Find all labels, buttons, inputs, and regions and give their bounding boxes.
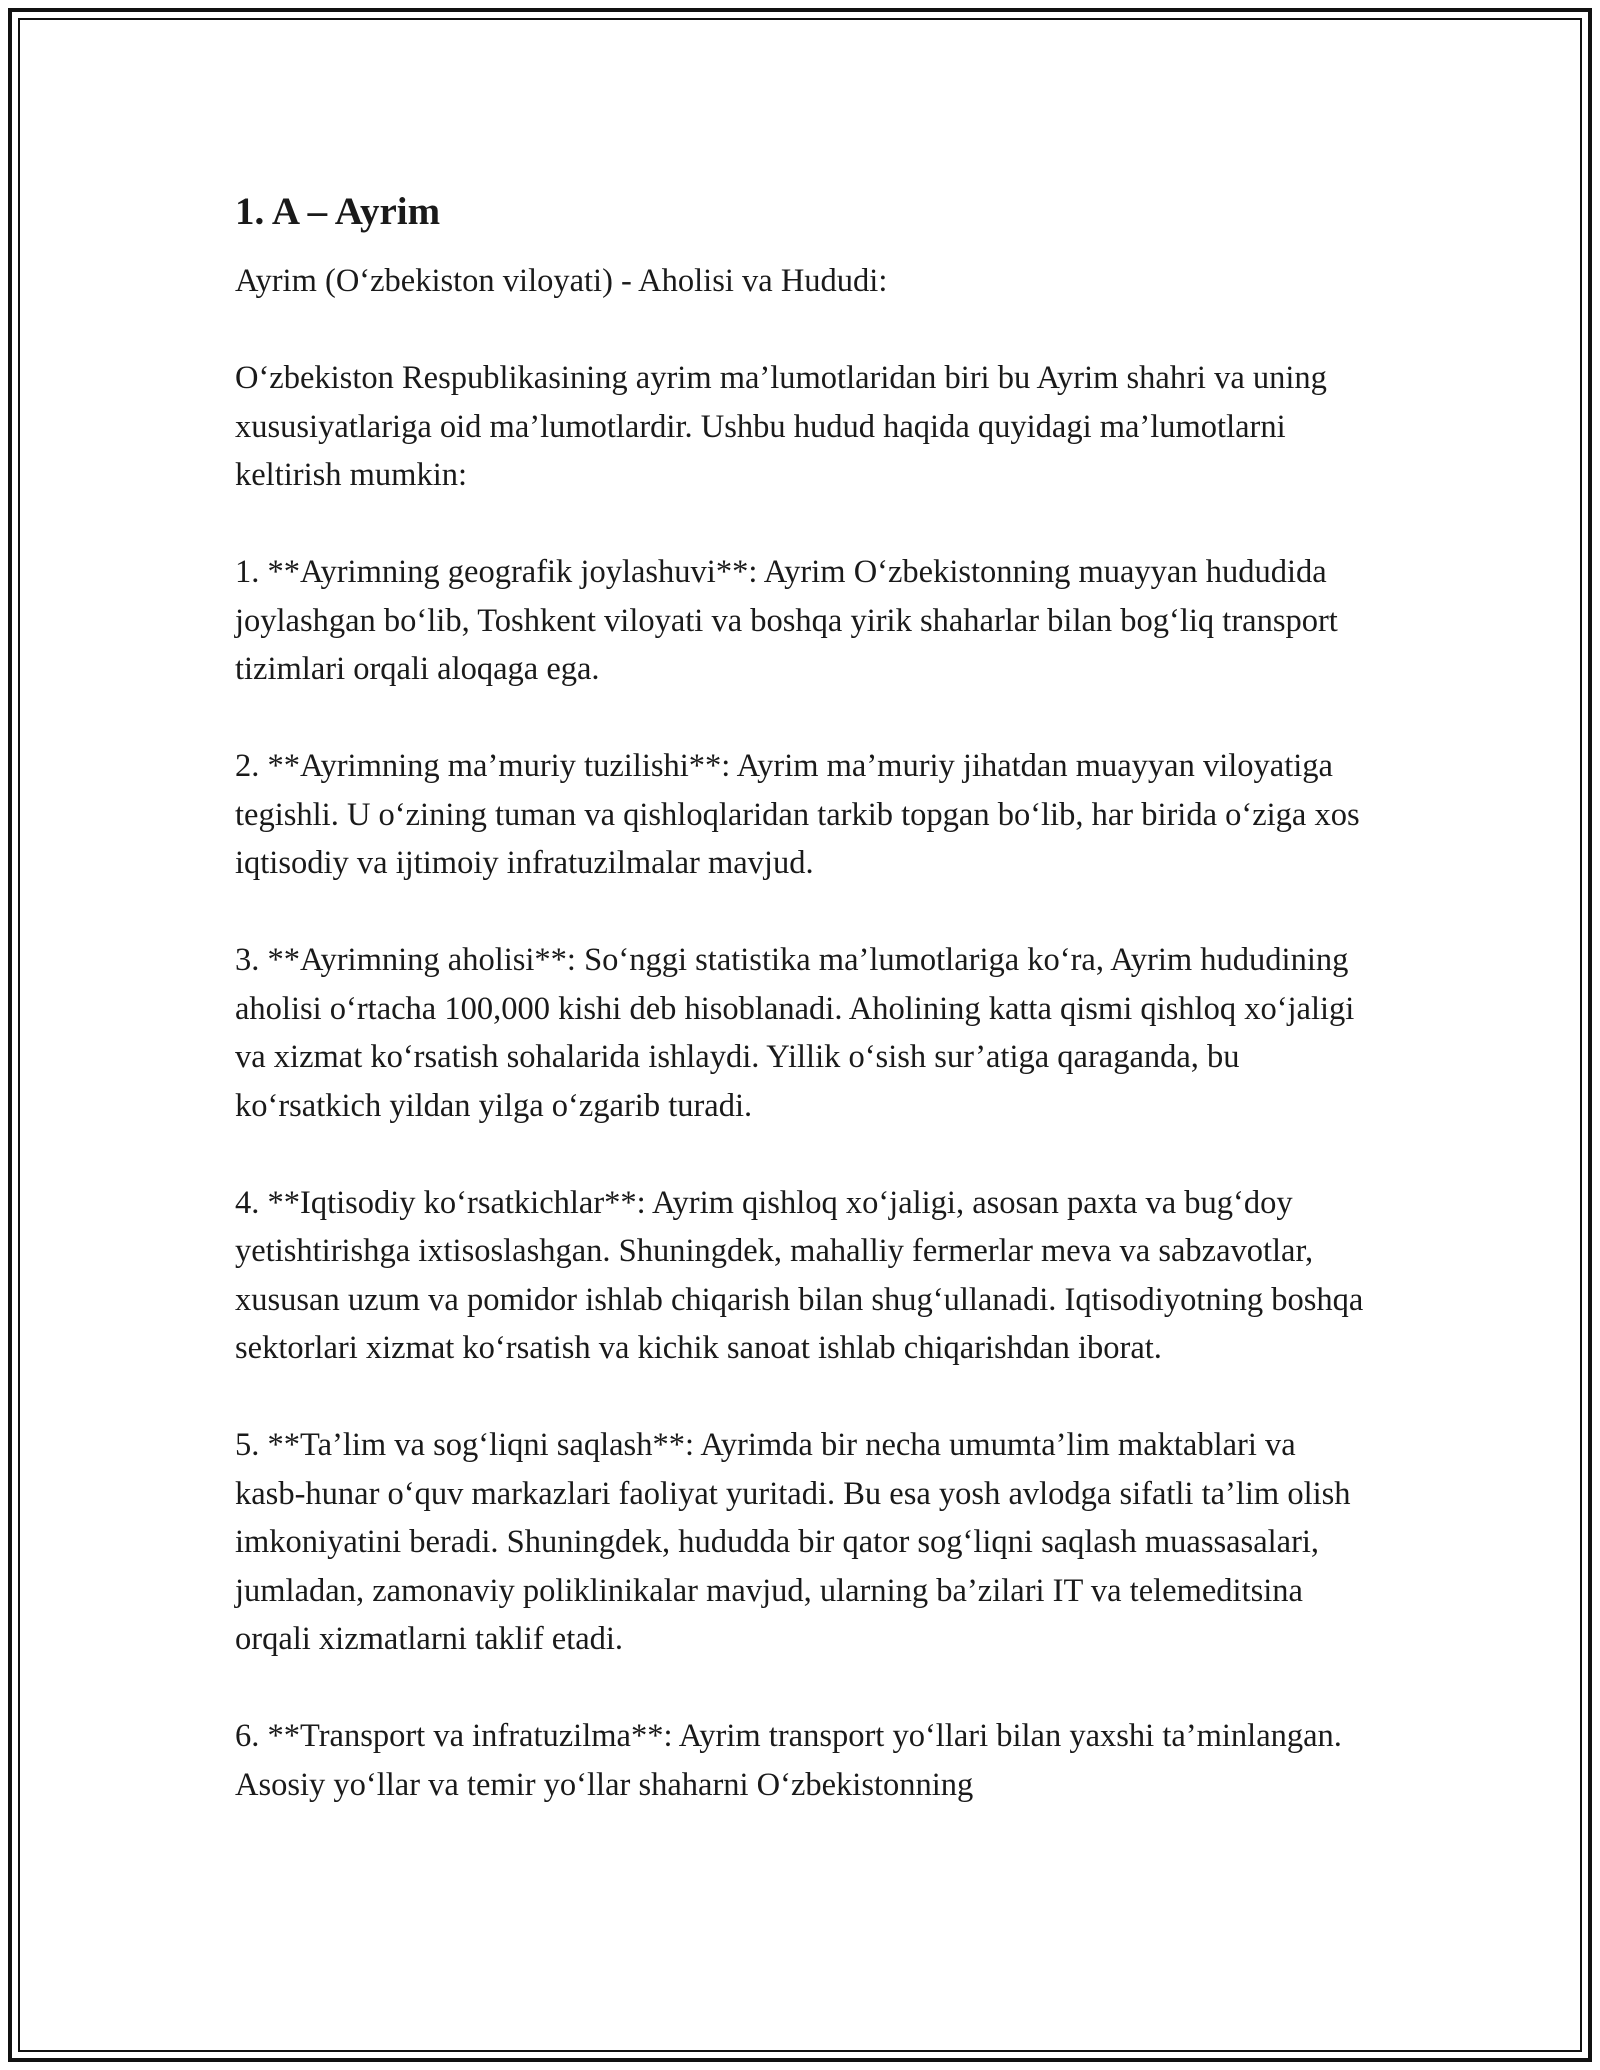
document-body — [235, 186, 1365, 1858]
paragraph-transport: 6. **Transport va infratuzilma**: Ayrim transport yo‘llari bilan yaxshi ta’minlangan. Asosiy yo‘llar va temir yo‘llar shaharni O‘zbekistonning — [235, 1718, 1342, 1803]
paragraph-administration: 2. **Ayrimning ma’muriy tuzilishi**: Ayrim ma’muriy jihatdan muayyan viloyatiga tegishli. U o‘zining tuman va qishloqlaridan tarkib topgan bo‘lib, har birida o‘ziga xos iqtisodiy va ijtimoiy infratuzilmalar mavjud. — [235, 748, 1360, 881]
section-heading: 1. A – Ayrim — [235, 190, 441, 233]
paragraph-education-health: 5. **Ta’lim va sog‘liqni saqlash**: Ayrimda bir necha umumta’lim maktablari va kasb-hunar o‘quv markazlari faoliyat yuritadi. Bu esa yosh avlodga sifatli ta’lim olish imkoniyatini beradi. Shuningdek, hududda bir qator sog‘liqni saqlash muassasalari, jumladan, zamonaviy poliklinikalar mavjud, ularning ba’zilari IT va telemeditsina orqali xizmatlarni taklif etadi. — [235, 1427, 1351, 1657]
paragraph-geography: 1. **Ayrimning geografik joylashuvi**: Ayrim O‘zbekistonning muayyan hududida joylashgan bo‘lib, Toshkent viloyati va boshqa yirik shaharlar bilan bog‘liq transport tizimlari orqali aloqaga ega. — [235, 554, 1338, 687]
paragraph-intro: O‘zbekiston Respublikasining ayrim ma’lumotlaridan biri bu Ayrim shahri va uning xususiyatlariga oid ma’lumotlardir. Ushbu hudud haqida quyidagi ma’lumotlarni keltirish mumkin: — [235, 360, 1327, 493]
paragraph-economy: 4. **Iqtisodiy ko‘rsatkichlar**: Ayrim qishloq xo‘jaligi, asosan paxta va bug‘doy yetishtirishga ixtisoslashgan. Shuningdek, mahalliy fermerlar meva va sabzavotlar, xususan uzum va pomidor ishlab chiqarish bilan shug‘ullanadi. Iqtisodiyotning boshqa sektorlari xizmat ko‘rsatish va kichik sanoat ishlab chiqarishdan iborat. — [235, 1184, 1364, 1366]
paragraph-population: 3. **Ayrimning aholisi**: So‘nggi statistika ma’lumotlariga ko‘ra, Ayrim hududining aholisi o‘rtacha 100,000 kishi deb hisoblanadi. Aholining katta qismi qishloq xo‘jaligi va xizmat ko‘rsatish sohalarida ishlaydi. Yillik o‘sish sur’atiga qaraganda, bu ko‘rsatkich yildan yilga o‘zgarib turadi. — [235, 942, 1355, 1124]
section-subtitle: Ayrim (O‘zbekiston viloyati) - Aholisi va Hududi: — [235, 263, 888, 299]
